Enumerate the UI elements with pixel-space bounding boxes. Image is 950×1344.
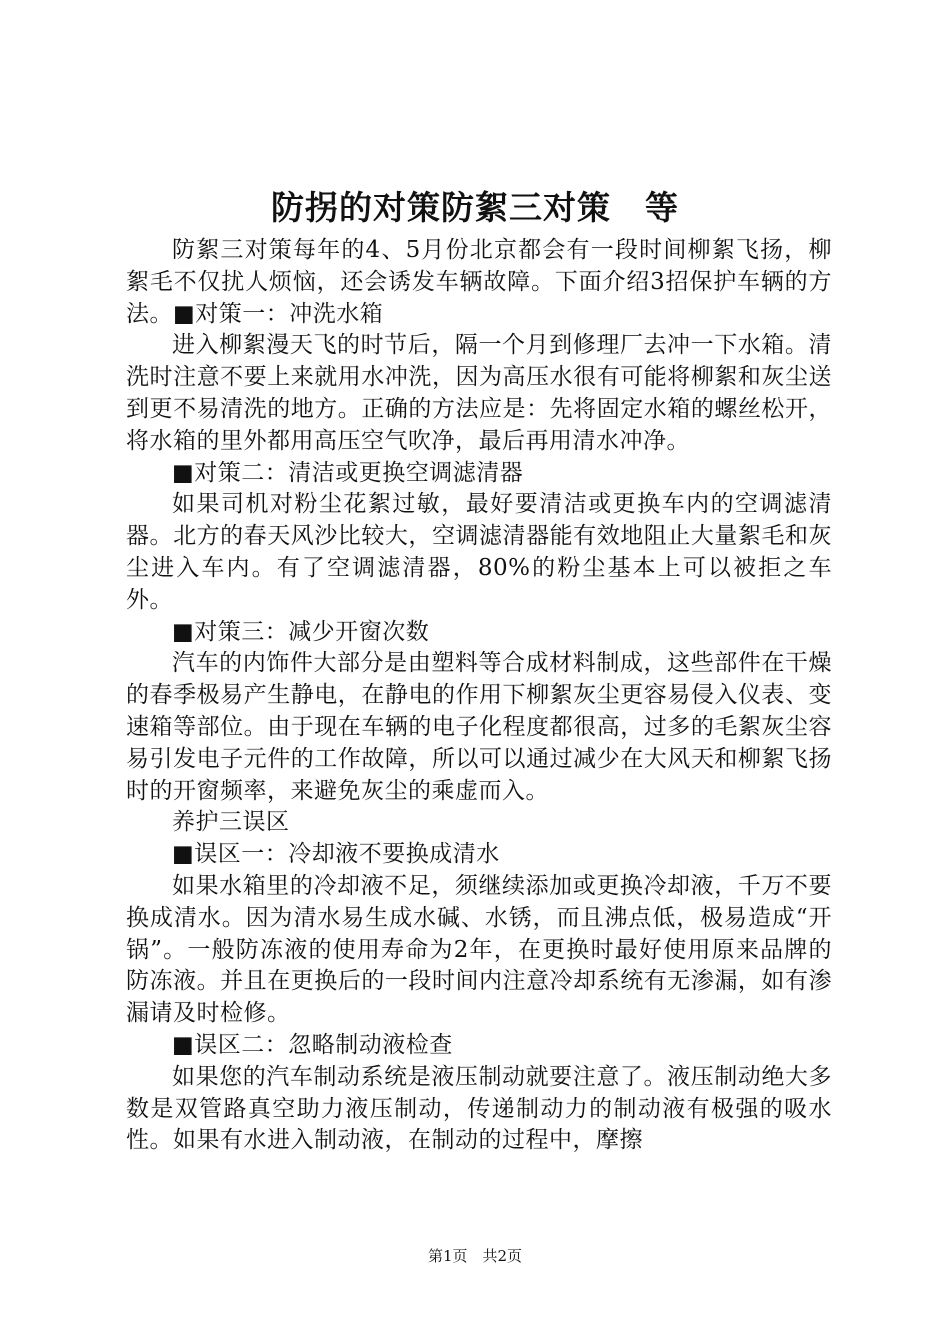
heading-strategy-3: ■对策三：减少开窗次数 (172, 618, 430, 645)
heading-maintenance-myths: 养护三误区 (172, 809, 290, 836)
paragraph-strategy-3-body: 汽车的内饰件大部分是由塑料等合成材料制成，这些部件在干燥的春季极易产生静电，在静电的作用下柳絮灰尘更容易侵入仪表、变速箱等部位。由于现在车辆的电子化程度都很高，过多的毛絮灰尘容易引发电子元件的工作故障，所以可以通过减少在大风天和柳絮飞扬时的开窗频率，来避免灰尘的乘虚而入。 (126, 650, 832, 804)
paragraph-strategy-2-body: 如果司机对粉尘花絮过敏，最好要清洁或更换车内的空调滤清器。北方的春天风沙比较大，空调滤清器能有效地阻止大量絮毛和灰尘进入车内。有了空调滤清器，80%的粉尘基本上可以被拒之车外。 (126, 491, 832, 613)
heading-myth-1: ■误区一：冷却液不要换成清水 (172, 841, 500, 868)
heading-myth-2: ■误区二：忽略制动液检查 (172, 1031, 453, 1058)
paragraph-strategy-1-body: 进入柳絮漫天飞的时节后，隔一个月到修理厂去冲一下水箱。清洗时注意不要上来就用水冲洗，因为高压水很有可能将柳絮和灰尘送到更不易清洗的地方。正确的方法应是：先将固定水箱的螺丝松开，将水箱的里外都用高压空气吹净，最后再用清水冲净。 (126, 332, 832, 454)
document-body (126, 235, 832, 1157)
document-title: 防拐的对策防絮三对策 等 (271, 188, 679, 227)
heading-strategy-2: ■对策二：清洁或更换空调滤清器 (172, 459, 524, 486)
paragraph-myth-2-body: 如果您的汽车制动系统是液压制动就要注意了。液压制动绝大多数是双管路真空助力液压制动，传递制动力的制动液有极强的吸水性。如果有水进入制动液，在制动的过程中，摩擦 (126, 1063, 832, 1154)
page-footer: 第1页 共2页 (427, 1247, 523, 1265)
paragraph-intro: 防絮三对策每年的4、5月份北京都会有一段时间柳絮飞扬，柳絮毛不仅扰人烦恼，还会诱发车辆故障。下面介绍3招保护车辆的方法。■对策一：冲洗水箱 (126, 237, 832, 327)
paragraph-myth-1-body: 如果水箱里的冷却液不足，须继续添加或更换冷却液，千万不要换成清水。因为清水易生成水碱、水锈，而且沸点低，极易造成“开锅”。一般防冻液的使用寿命为2年，在更换时最好使用原来品牌的防冻液。并且在更换后的一段时间内注意冷却系统有无渗漏，如有渗漏请及时检修。 (126, 872, 832, 1027)
